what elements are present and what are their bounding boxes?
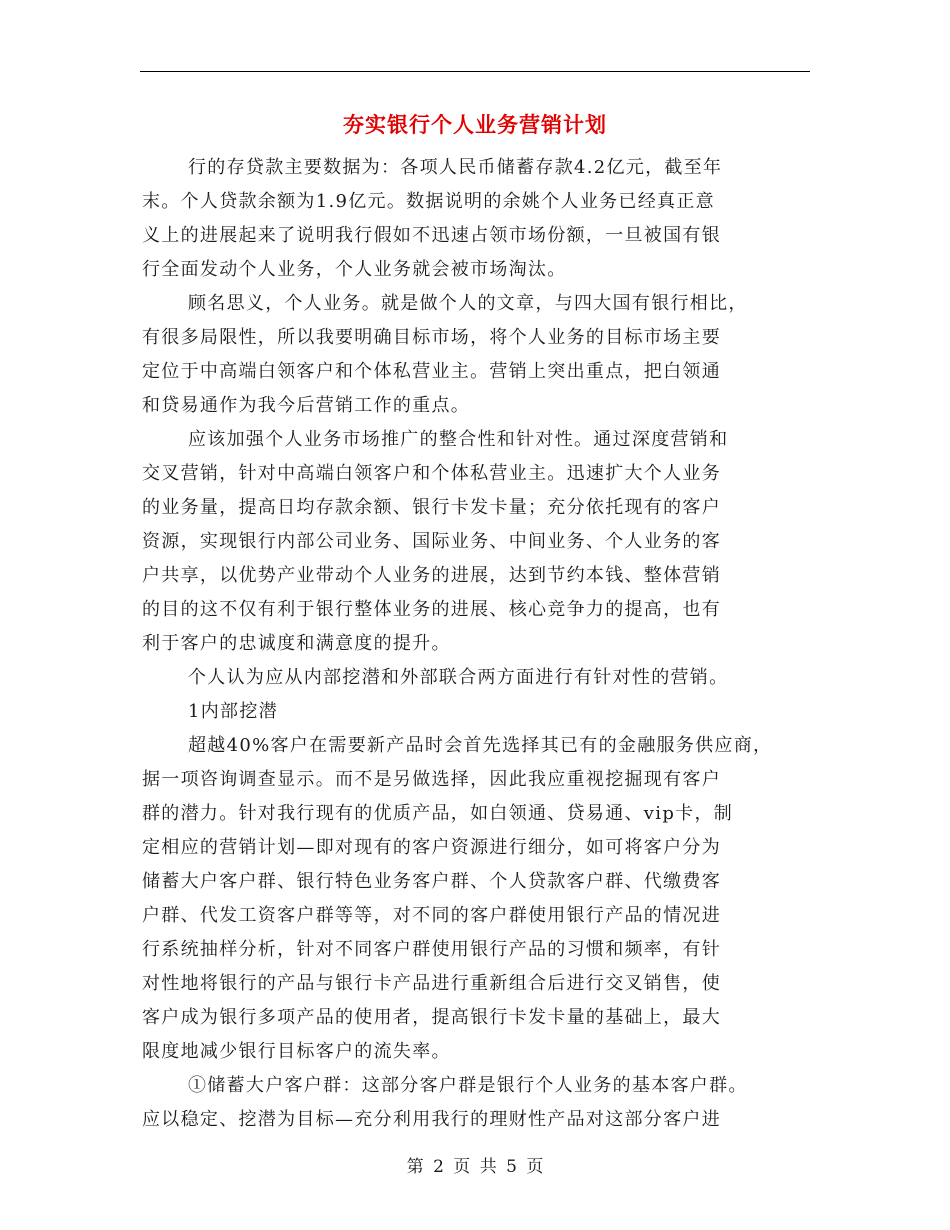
document-title: 夯实银行个人业务营销计划 [343, 112, 607, 137]
body-line: 储蓄大户客户群、银行特色业务客户群、个人贷款客户群、代缴费客 [142, 871, 721, 892]
body-line: 和贷易通作为我今后营销工作的重点。 [142, 395, 471, 416]
body-line: 群的潜力。针对我行现有的优质产品，如白领通、贷易通、vip卡，制 [142, 803, 734, 824]
body-line: 利于客户的忠诚度和满意度的提升。 [142, 633, 451, 654]
body-line: ①储蓄大户客户群：这部分客户群是银行个人业务的基本客户群。 [188, 1075, 748, 1096]
body-line: 行的存贷款主要数据为：各项人民币储蓄存款4.2亿元，截至年 [188, 157, 723, 178]
body-line: 定相应的营销计划—即对现有的客户资源进行细分，如可将客户分为 [142, 837, 721, 858]
body-line: 超越40%客户在需要新产品时会首先选择其已有的金融服务供应商， [188, 735, 773, 756]
body-line: 据一项咨询调查显示。而不是另做选择，因此我应重视挖掘现有客户 [142, 769, 721, 790]
body-line: 户群、代发工资客户群等等，对不同的客户群使用银行产品的情况进 [142, 905, 721, 926]
body-line: 应该加强个人业务市场推广的整合性和针对性。通过深度营销和 [188, 429, 729, 450]
header-rule [140, 71, 810, 72]
body-line: 顾名思义，个人业务。就是做个人的文章，与四大国有银行相比， [188, 293, 748, 314]
body-line: 有很多局限性，所以我要明确目标市场，将个人业务的目标市场主要 [142, 327, 721, 348]
body-line: 的业务量，提高日均存款余额、银行卡发卡量；充分依托现有的客户 [142, 497, 721, 518]
body-line: 义上的进展起来了说明我行假如不迅速占领市场份额，一旦被国有银 [142, 225, 721, 246]
body-line: 交叉营销，针对中高端白领客户和个体私营业主。迅速扩大个人业务 [142, 463, 721, 484]
body-line: 末。个人贷款余额为1.9亿元。数据说明的余姚个人业务已经真正意 [142, 191, 715, 212]
body-line: 个人认为应从内部挖潜和外部联合两方面进行有针对性的营销。 [188, 667, 729, 688]
body-line: 应以稳定、挖潜为目标—充分利用我行的理财性产品对这部分客户进 [142, 1109, 721, 1130]
body-line: 限度地减少银行目标客户的流失率。 [142, 1041, 451, 1062]
body-line: 资源，实现银行内部公司业务、国际业务、中间业务、个人业务的客 [142, 531, 721, 552]
page-number: 第 2 页 共 5 页 [406, 1157, 544, 1177]
body-line: 客户成为银行多项产品的使用者，提高银行卡发卡量的基础上，最大 [142, 1007, 721, 1028]
body-line: 对性地将银行的产品与银行卡产品进行重新组合后进行交叉销售，使 [142, 973, 721, 994]
body-line: 行全面发动个人业务，个人业务就会被市场淘汰。 [142, 259, 567, 280]
body-line: 户共享，以优势产业带动个人业务的进展，达到节约本钱、整体营销 [142, 565, 721, 586]
body-line: 行系统抽样分析，针对不同客户群使用银行产品的习惯和频率，有针 [142, 939, 721, 960]
body-line: 定位于中高端白领客户和个体私营业主。营销上突出重点，把白领通 [142, 361, 721, 382]
section-heading: 1内部挖潜 [188, 701, 278, 722]
body-line: 的目的这不仅有利于银行整体业务的进展、核心竞争力的提高，也有 [142, 599, 721, 620]
